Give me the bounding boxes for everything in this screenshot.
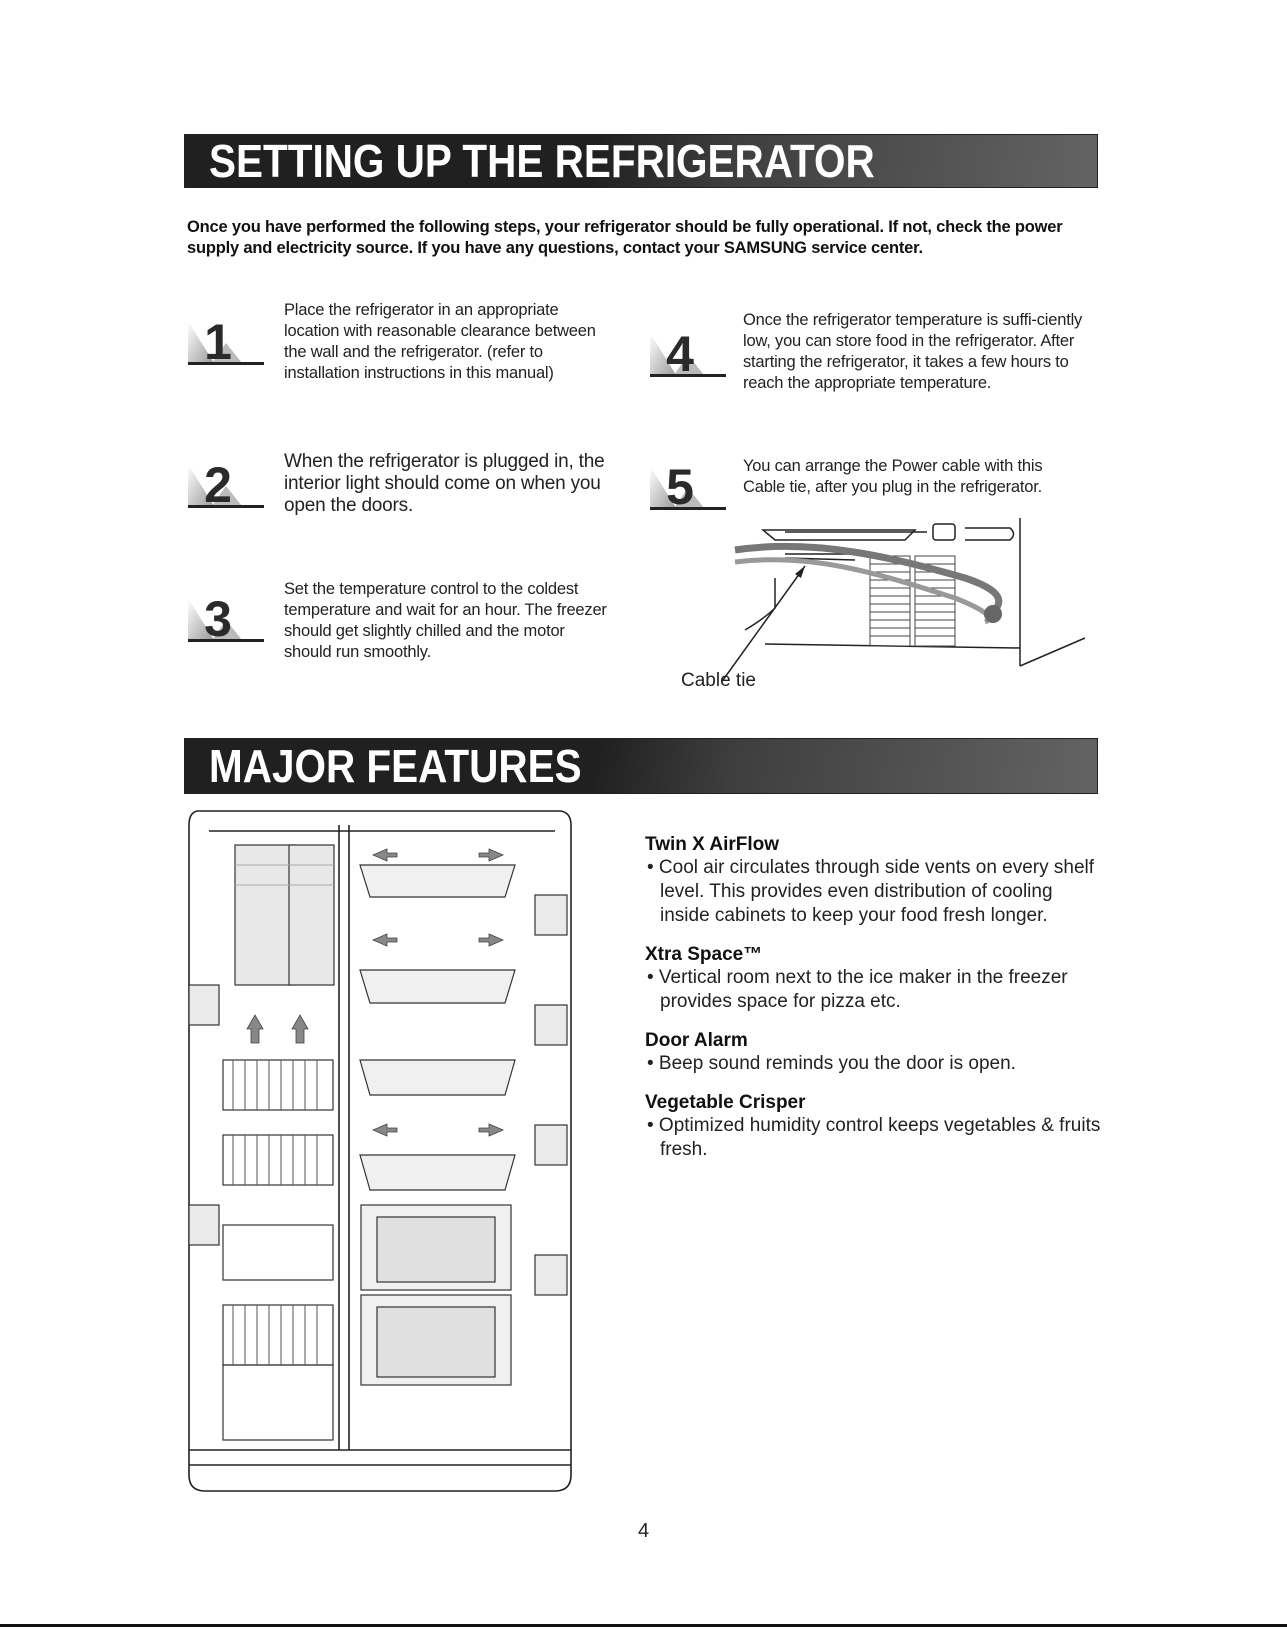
step-2-text: When the refrigerator is plugged in, the interior light should come on when you open the doors. — [284, 451, 605, 516]
intro-paragraph: Once you have performed the following steps, your refrigerator should be fully operational. If not, check the power supply and electricity source. If you have any questions, contact your SAMSUNG service center. — [187, 218, 1063, 257]
feature-item — [645, 1030, 1105, 1076]
feature-title: Xtra Space™ — [645, 944, 763, 965]
feature-title: Door Alarm — [645, 1030, 748, 1051]
section-title: MAJOR FEATURES — [209, 740, 582, 792]
feature-item — [645, 1092, 1105, 1162]
page-number: 4 — [637, 1520, 650, 1542]
feature-title: Twin X AirFlow — [645, 834, 780, 855]
cable-tie-label: Cable tie — [681, 670, 756, 691]
svg-text:1: 1 — [204, 314, 232, 367]
feature-title: Vegetable Crisper — [645, 1092, 806, 1113]
section-banner-major-features — [184, 738, 1098, 794]
svg-text:2: 2 — [204, 457, 232, 510]
feature-item — [645, 944, 1105, 1014]
refrigerator-interior-illustration — [185, 805, 575, 1495]
feature-item — [645, 834, 1105, 928]
features-list — [645, 834, 1105, 1178]
feature-description: • Beep sound reminds you the door is open. — [647, 1053, 1016, 1074]
number-badge-graphic — [184, 307, 270, 367]
step-2-number-badge — [184, 450, 270, 510]
feature-description: • Optimized humidity control keeps vegetables & fruits fresh. — [647, 1115, 1101, 1160]
step-1-text: Place the refrigerator in an appropriate location with reasonable clearance between the wall and the refrigerator. (refer to installation instructions in this manual) — [284, 301, 596, 382]
step-5-number-badge — [646, 452, 732, 512]
feature-description: • Vertical room next to the ice maker in the freezer provides space for pizza etc. — [647, 967, 1068, 1012]
section-banner-setting-up — [184, 134, 1098, 188]
step-3-number-badge — [184, 584, 270, 644]
svg-text:4: 4 — [666, 326, 694, 379]
step-1-number-badge — [184, 307, 270, 367]
bottom-divider — [0, 1624, 1287, 1627]
step-4-text: Once the refrigerator temperature is suffi-ciently low, you can store food in the refrigerator. After starting the refrigerator, it takes a few hours to reach the appropriate temperature. — [743, 311, 1083, 392]
step-5-text: You can arrange the Power cable with this Cable tie, after you plug in the refrigerator. — [743, 457, 1043, 496]
section-title: SETTING UP THE REFRIGERATOR — [209, 135, 875, 187]
svg-text:5: 5 — [666, 459, 694, 512]
svg-text:3: 3 — [204, 591, 232, 644]
feature-description: • Cool air circulates through side vents on every shelf level. This provides even distribution of cooling inside cabinets to keep your food fresh longer. — [647, 857, 1095, 926]
step-4-number-badge — [646, 319, 732, 379]
step-3-text: Set the temperature control to the coldest temperature and wait for an hour. The freezer should get slightly chilled and the motor should run smoothly. — [284, 580, 607, 661]
